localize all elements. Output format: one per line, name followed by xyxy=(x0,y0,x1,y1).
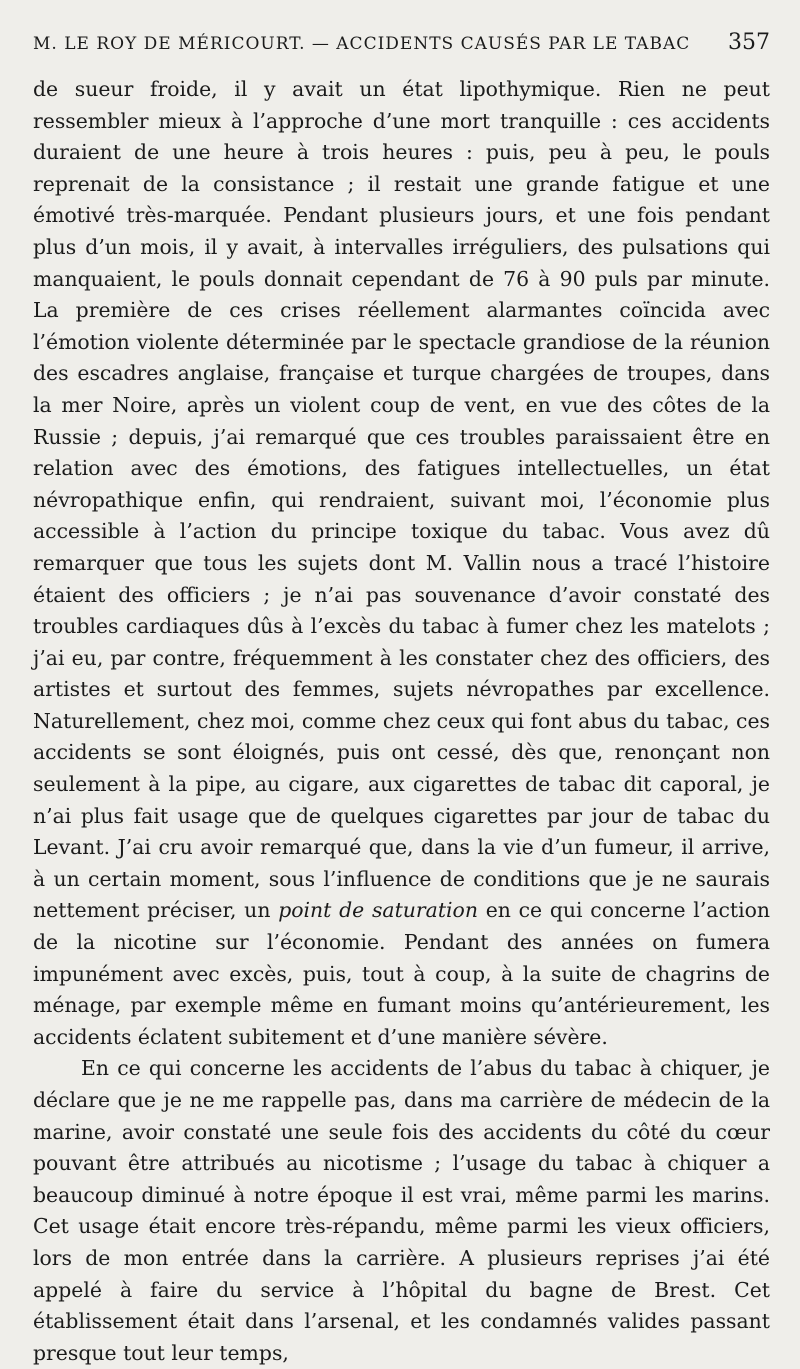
running-header xyxy=(33,30,770,74)
body-text xyxy=(33,74,770,1369)
paragraph-tabac-a-chiquer: En ce qui concerne les accidents de l’abus du tabac à chiquer, je déclare que je ne me rappelle pas, dans ma carrière de médecin de la marine, avoir constaté une seule fois des accidents du côté du cœur pouvant être attribués au nicotisme ; l’usage du tabac à chiquer a beaucoup diminué à notre époque il est vrai, même parmi les marins. Cet usage était encore très-répandu, même parmi les vieux officiers, lors de mon entrée dans la carrière. A plusieurs reprises j’ai été appelé à faire du service à l’hôpital du bagne de Brest. Cet établissement était dans l’arsenal, et les condamnés valides passant presque tout leur temps, xyxy=(33,1056,770,1365)
running-title: M. LE ROY DE MÉRICOURT. — ACCIDENTS CAUSÉS PAR LE TABAC xyxy=(33,34,691,54)
paragraph-1-text-b: en ce qui concerne l’action de la nicotine sur l’économie. Pendant des années on fumera impunément avec excès, puis, tout à coup, à la suite de chagrins de ménage, par exemple même en fumant moins qu’antérieurement, les accidents éclatent subitement et d’une manière sévère. xyxy=(33,898,771,1049)
page-number: 357 xyxy=(728,30,770,55)
paragraph-continuation xyxy=(33,74,770,1053)
italic-term: point de saturation xyxy=(278,898,478,923)
paragraph-1-text-a: de sueur froide, il y avait un état lipothymique. Rien ne peut ressembler mieux à l’approche d’une mort tranquille : ces accidents duraient de une heure à trois heures : puis, peu à peu, le pouls reprenait de la consistance ; il restait une grande fatigue et une émotivé très-marquée. Pendant plusieurs jours, et une fois pendant plus d’un mois, il y avait, à intervalles irréguliers, des pulsations qui manquaient, le pouls donnait cependant de 76 à 90 puls par minute. La première de ces crises réellement alarmantes coïncida avec l’émotion violente déterminée par le spectacle grandiose de la réunion des escadres anglaise, française et turque chargées de troupes, dans la mer Noire, après un violent coup de vent, en vue des côtes de la Russie ; depuis, j’ai remarqué que ces troubles paraissaient être en relation avec des émotions, des fatigues intellectuelles, un état névropathique enfin, qui rendraient, suivant moi, l’économie plus accessible à l’action du principe toxique du tabac. Vous avez dû remarquer que tous les sujets dont M. Vallin nous a tracé l’histoire étaient des officiers ; je n’ai pas souvenance d’avoir constaté des troubles cardiaques dûs à l’excès du tabac à fumer chez les matelots ; j’ai eu, par contre, fréquemment à les constater chez des officiers, des artistes et surtout des femmes, sujets névropathes par excellence. Naturellement, chez moi, comme chez ceux qui font abus du tabac, ces accidents se sont éloignés, puis ont cessé, dès que, renonçant non seulement à la pipe, au cigare, aux cigarettes de tabac dit caporal, je n’ai plus fait usage que de quelques cigarettes par jour de tabac du Levant. J’ai cru avoir remarqué que, dans la vie d’un fumeur, il arrive, à un certain moment, sous l’influence de conditions que je ne saurais nettement préciser, un xyxy=(33,77,770,923)
